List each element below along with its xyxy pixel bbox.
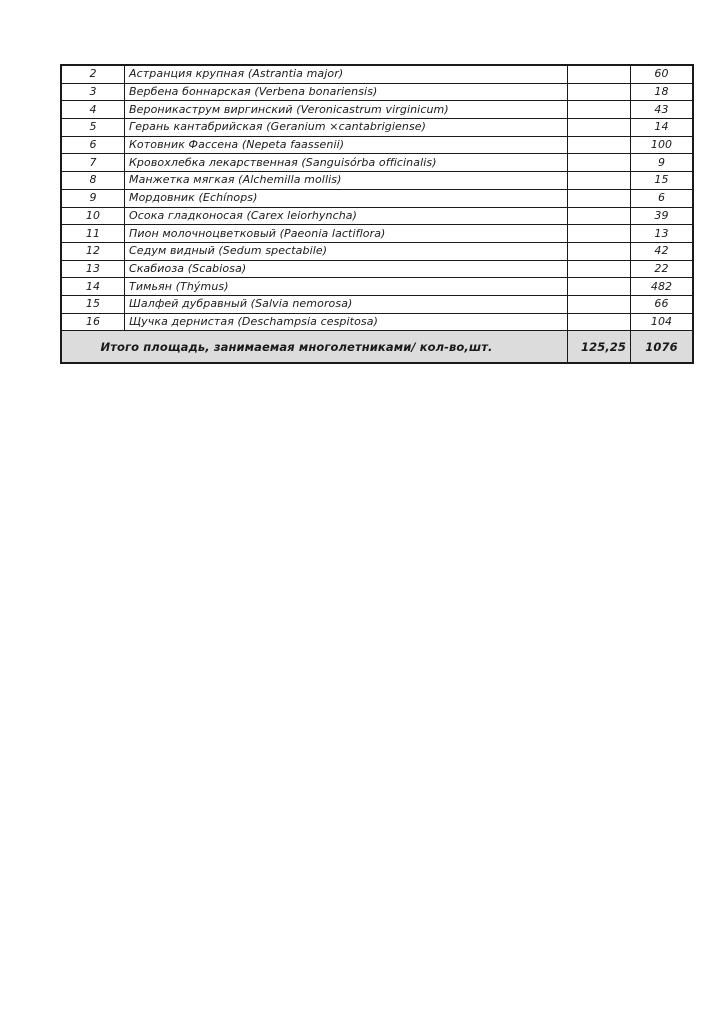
row-number: 11 xyxy=(62,225,125,243)
table-row xyxy=(62,207,693,225)
row-area xyxy=(568,172,631,190)
row-quantity: 100 xyxy=(631,136,693,154)
row-area xyxy=(568,119,631,137)
plant-name: Вероникаструм виргинский (Veronicastrum virginicum) xyxy=(125,101,568,119)
row-number: 7 xyxy=(62,154,125,172)
row-quantity: 42 xyxy=(631,242,693,260)
row-quantity: 6 xyxy=(631,189,693,207)
row-quantity: 104 xyxy=(631,313,693,331)
table-row xyxy=(62,172,693,190)
table-row xyxy=(62,83,693,101)
row-area xyxy=(568,242,631,260)
table-body xyxy=(62,66,693,331)
total-area: 125,25 xyxy=(568,331,631,363)
row-quantity: 60 xyxy=(631,66,693,84)
row-area xyxy=(568,154,631,172)
table-row xyxy=(62,278,693,296)
table-row xyxy=(62,189,693,207)
row-area xyxy=(568,313,631,331)
row-quantity: 15 xyxy=(631,172,693,190)
row-number: 6 xyxy=(62,136,125,154)
row-number: 4 xyxy=(62,101,125,119)
row-number: 5 xyxy=(62,119,125,137)
plant-name: Котовник Фассена (Nepeta faassenii) xyxy=(125,136,568,154)
plant-name: Осока гладконосая (Carex leiorhyncha) xyxy=(125,207,568,225)
table-row xyxy=(62,101,693,119)
table-row xyxy=(62,225,693,243)
row-area xyxy=(568,189,631,207)
plant-name: Манжетка мягкая (Alchemilla mollis) xyxy=(125,172,568,190)
row-number: 2 xyxy=(62,66,125,84)
table-row xyxy=(62,295,693,313)
document-sheet xyxy=(61,65,678,363)
row-area xyxy=(568,66,631,84)
plant-name: Тимьян (Thýmus) xyxy=(125,278,568,296)
row-number: 9 xyxy=(62,189,125,207)
table-row xyxy=(62,119,693,137)
row-quantity: 22 xyxy=(631,260,693,278)
total-quantity: 1076 xyxy=(631,331,693,363)
row-area xyxy=(568,101,631,119)
row-number: 12 xyxy=(62,242,125,260)
plant-name: Щучка дернистая (Deschampsia cespitosa) xyxy=(125,313,568,331)
row-quantity: 18 xyxy=(631,83,693,101)
row-number: 3 xyxy=(62,83,125,101)
total-row xyxy=(62,331,693,363)
plant-name: Седум видный (Sedum spectabile) xyxy=(125,242,568,260)
plant-name: Кровохлебка лекарственная (Sanguisórba officinalis) xyxy=(125,154,568,172)
row-quantity: 482 xyxy=(631,278,693,296)
row-number: 8 xyxy=(62,172,125,190)
row-number: 14 xyxy=(62,278,125,296)
row-area xyxy=(568,278,631,296)
row-number: 16 xyxy=(62,313,125,331)
row-quantity: 14 xyxy=(631,119,693,137)
plant-name: Вербена боннарская (Verbena bonariensis) xyxy=(125,83,568,101)
row-quantity: 39 xyxy=(631,207,693,225)
row-area xyxy=(568,225,631,243)
plant-name: Мордовник (Echínops) xyxy=(125,189,568,207)
plant-name: Пион молочноцветковый (Paeonia lactiflora) xyxy=(125,225,568,243)
row-area xyxy=(568,260,631,278)
plant-name: Скабиоза (Scabiosa) xyxy=(125,260,568,278)
plant-name: Герань кантабрийская (Geranium ×cantabrigiense) xyxy=(125,119,568,137)
row-number: 13 xyxy=(62,260,125,278)
perennials-table xyxy=(61,65,693,363)
row-area xyxy=(568,136,631,154)
row-number: 10 xyxy=(62,207,125,225)
row-area xyxy=(568,295,631,313)
row-quantity: 9 xyxy=(631,154,693,172)
row-quantity: 43 xyxy=(631,101,693,119)
table-row xyxy=(62,66,693,84)
row-quantity: 13 xyxy=(631,225,693,243)
row-quantity: 66 xyxy=(631,295,693,313)
plant-name: Астранция крупная (Astrantia major) xyxy=(125,66,568,84)
row-area xyxy=(568,207,631,225)
table-row xyxy=(62,242,693,260)
table-total xyxy=(62,331,693,363)
total-label: Итого площадь, занимаемая многолетниками/ кол-во,шт. xyxy=(62,331,568,363)
row-area xyxy=(568,83,631,101)
table-row xyxy=(62,136,693,154)
table-row xyxy=(62,313,693,331)
plant-name: Шалфей дубравный (Salvia nemorosa) xyxy=(125,295,568,313)
row-number: 15 xyxy=(62,295,125,313)
table-row xyxy=(62,260,693,278)
table-row xyxy=(62,154,693,172)
